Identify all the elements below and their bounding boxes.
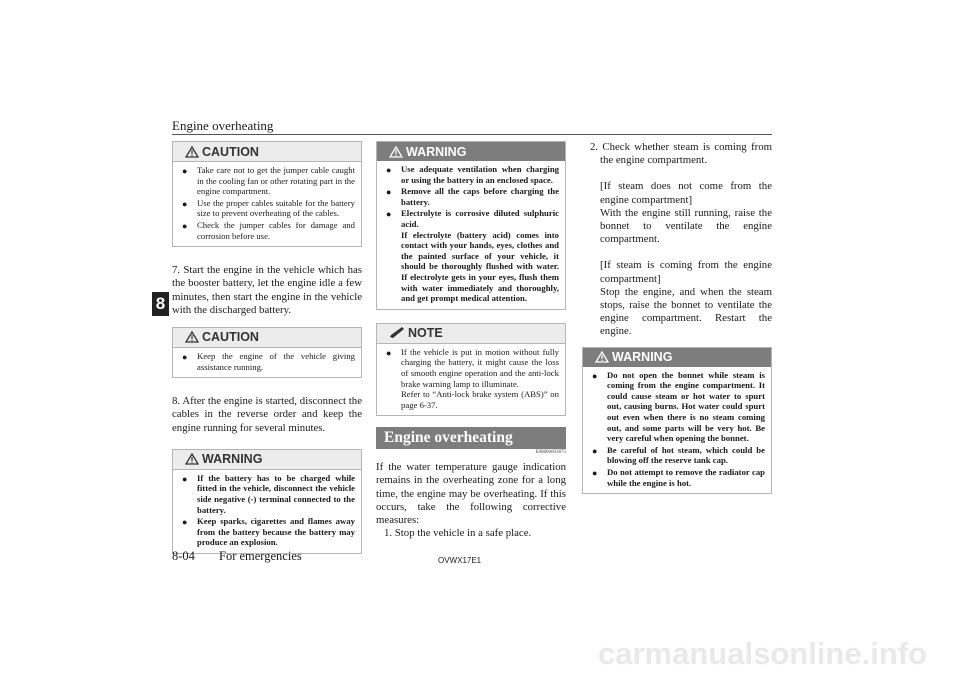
list-item: [181, 198, 355, 219]
item-text: If the vehicle is put in motion without fully charging the battery, it might cause the loss of smooth engine operation and the anti-lock brake warning lamp to illuminate. Refer to “Anti-lock brake system (ABS)” on page 6-37.: [401, 346, 559, 410]
list-item: [385, 347, 559, 411]
chapter-tab: 8: [152, 292, 169, 316]
bullet-icon: ●: [592, 467, 598, 478]
section-intro: If the water temperature gauge indication remains in the overheating zone for a long time, the engine may be overheating. If this occurs, take the following corrective measures:: [376, 461, 566, 527]
caution-label: CAUTION: [202, 330, 259, 345]
bullet-icon: ●: [182, 166, 188, 176]
item-text: Do not attempt to remove the radiator cap while the engine is hot.: [607, 466, 765, 488]
bullet-icon: ●: [182, 220, 188, 231]
bullet-icon: ●: [182, 198, 188, 209]
step-1: 1. Stop the vehicle in a safe place.: [384, 527, 532, 540]
warning-box-3: [582, 347, 772, 495]
bullet-icon: ●: [386, 165, 392, 175]
note-label: NOTE: [408, 326, 443, 341]
step-7: 7. Start the engine in the vehicle which has the booster battery, let the engine idle a few minutes, then start the engine in the vehicle with the discharged battery.: [172, 264, 362, 316]
caution-header: [173, 142, 361, 162]
warning-box-2: [376, 141, 566, 310]
list-item: [591, 467, 765, 488]
list-item: [181, 220, 355, 241]
caution-header: [173, 328, 361, 348]
bullet-icon: ●: [592, 370, 598, 381]
list-item: [385, 164, 559, 185]
list-item: [181, 473, 355, 515]
bullet-icon: ●: [386, 187, 392, 198]
step-2: 2. Check whether steam is coming from the engine compartment.: [590, 141, 772, 167]
no-steam-text: With the engine still running, raise the bonnet to ventilate the engine compartment.: [600, 206, 772, 246]
note-box: [376, 323, 566, 417]
footer-page-number: 8-04: [172, 549, 195, 563]
bullet-icon: ●: [182, 351, 188, 362]
warning-triangle-icon: [185, 331, 199, 343]
column-2: [376, 141, 566, 541]
list-item: [181, 165, 355, 197]
warning-list: [583, 367, 771, 494]
list-item: [385, 186, 559, 207]
warning-box-1: [172, 449, 362, 554]
item-text: If the battery has to be charged while fitted in the vehicle, disconnect the vehicle side negative (-) terminal connected to the battery.: [197, 472, 355, 515]
warning-triangle-icon: [185, 146, 199, 158]
column-1: [172, 141, 362, 554]
caution-list: [173, 348, 361, 377]
item-text: Check the jumper cables for damage and corrosion before use.: [197, 219, 355, 241]
steam-heading: [If steam is coming from the engine compartment]: [600, 259, 772, 285]
warning-label: WARNING: [406, 144, 467, 159]
warning-header: [583, 348, 771, 367]
bullet-icon: ●: [386, 347, 392, 358]
no-steam-heading: [If steam does not come from the engine compartment]: [600, 180, 772, 206]
footer-chapter: For emergencies: [219, 549, 302, 563]
column-3: [582, 141, 772, 494]
warning-header: [173, 450, 361, 470]
bullet-icon: ●: [386, 209, 392, 220]
note-pen-icon: [389, 327, 405, 339]
item-text: Keep sparks, cigarettes and flames away from the battery because the battery may produce an explosion.: [197, 516, 355, 548]
warning-triangle-icon: [185, 453, 199, 465]
caution-list: [173, 162, 361, 246]
step-8: 8. After the engine is started, disconnect the cables in the reverse order and keep the engine running for several minutes.: [172, 395, 362, 434]
bullet-icon: ●: [182, 473, 188, 484]
list-item: [385, 208, 559, 303]
caution-label: CAUTION: [202, 144, 259, 159]
warning-header: [377, 142, 565, 161]
header-rule: [172, 134, 772, 135]
item-text: Keep the engine of the vehicle giving assistance running.: [197, 350, 355, 372]
watermark: carmanualsonline.info: [598, 636, 928, 671]
list-item: [591, 370, 765, 444]
page-header-title: Engine overheating: [172, 118, 274, 133]
list-item: [591, 445, 765, 466]
section-code: E00800603875: [535, 450, 566, 456]
warning-list: [173, 470, 361, 553]
note-list: [377, 344, 565, 416]
item-text: Take care not to get the jumper cable caught in the cooling fan or other rotating part in the engine compartment.: [197, 165, 355, 197]
steam-text: Stop the engine, and when the steam stops, raise the bonnet to ventilate the engine compartment. Restart the engine.: [600, 285, 772, 338]
bullet-icon: ●: [182, 517, 188, 528]
warning-list: [377, 161, 565, 309]
section-heading: Engine overheating: [376, 427, 566, 449]
footer-doc-code: OVWX17E1: [438, 556, 482, 565]
item-text: Remove all the caps before charging the battery.: [401, 186, 559, 207]
item-text: Be careful of hot steam, which could be blowing off the reserve tank cap.: [607, 444, 765, 466]
note-header: [377, 324, 565, 344]
item-text: Use the proper cables suitable for the battery size to prevent overheating of the cables.: [197, 197, 355, 219]
item-text: Do not open the bonnet while steam is coming from the engine compartment. It could cause steam or hot water to spurt out, causing burns. Hot water could spurt out even when there is no steam coming out, and some parts will be very hot. Be very careful when opening the bonnet.: [607, 369, 765, 444]
warning-triangle-icon: [389, 146, 403, 158]
item-text: Use adequate ventilation when charging or using the battery in an enclosed space.: [401, 164, 559, 185]
warning-triangle-icon: [595, 351, 609, 363]
list-item: [181, 516, 355, 548]
caution-box-1: [172, 141, 362, 247]
warning-label: WARNING: [202, 452, 263, 467]
list-item: [181, 351, 355, 372]
bullet-icon: ●: [592, 445, 598, 456]
warning-label: WARNING: [612, 350, 673, 365]
item-text: Electrolyte is corrosive diluted sulphuric acid. If electrolyte (battery acid) comes into contact with your hands, eyes, clothes and the painted surface of your vehicle, it should be thoroughly flushed with water. If electrolyte gets in your eyes, flush them with water immediately and thoroughly, and get prompt medical attention.: [401, 208, 559, 304]
caution-box-2: [172, 327, 362, 378]
